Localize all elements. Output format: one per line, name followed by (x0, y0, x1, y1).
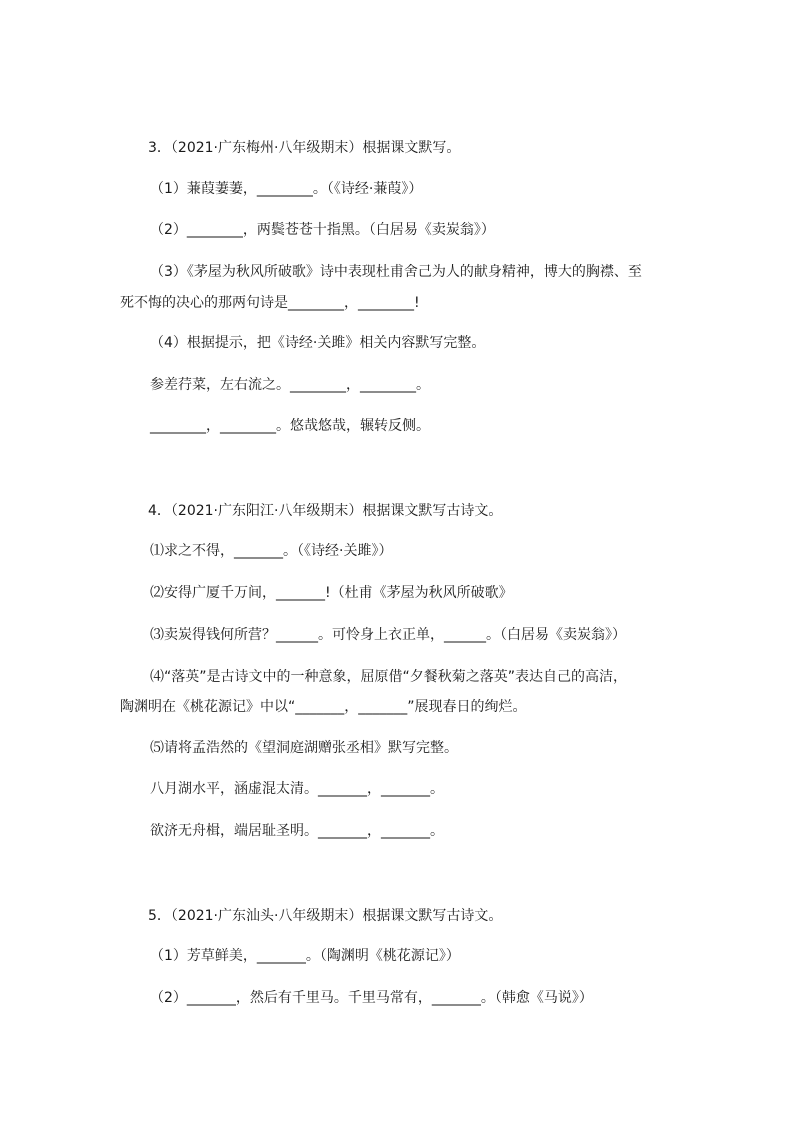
question-4-line-4: ⑷“落英”是古诗文中的一种意象，屈原借“夕餐秋菊之落英”表达自己的高洁， (150, 669, 628, 685)
question-4-heading: 4．（2021·广东阳江·八年级期末）根据课文默写古诗文。 (148, 503, 503, 519)
question-3-line-4: （4）根据提示，把《诗经·关雎》相关内容默写完整。 (150, 335, 486, 351)
question-4-line-2: ⑵安得广厦千万间，_______!（杜甫《茅屋为秋风所破歌》 (150, 585, 513, 601)
question-5-line-2: （2）_______，然后有千里马。千里马常有，_______。（韩愈《马说》） (150, 990, 593, 1006)
question-3-line-3: （3）《茅屋为秋风所破歌》诗中表现杜甫舍己为人的献身精神，博大的胸襟、至 (150, 264, 642, 280)
question-3-line-2: （2）________，两鬓苍苍十指黑。（白居易《卖炭翁》） (150, 222, 495, 238)
question-5-line-1: （1）芳草鲜美，_______。（陶渊明《桃花源记》） (150, 948, 460, 964)
question-3-line-1: （1）蒹葭萋萋，________。（《诗经·蒹葭》） (150, 181, 423, 197)
question-4-line-7: 欲济无舟楫，端居耻圣明。_______，_______。 (150, 823, 444, 839)
question-4-line-4-cont: 陶渊明在《桃花源记》中以“_______，_______”展现春日的绚烂。 (120, 699, 527, 715)
question-4-line-5: ⑸请将孟浩然的《望洞庭湖赠张丞相》默写完整。 (150, 740, 458, 756)
question-4-line-1: ⑴求之不得，_______。（《诗经·关雎》） (150, 543, 393, 559)
question-4-line-3: ⑶卖炭得钱何所营？______。可怜身上衣正单，______。（白居易《卖炭翁》） (150, 627, 626, 643)
question-3-line-5: 参差荇菜，左右流之。________，________。 (150, 377, 430, 393)
question-3-line-6: ________，________。悠哉悠哉，辗转反侧。 (150, 418, 430, 434)
question-3-heading: 3．（2021·广东梅州·八年级期末）根据课文默写。 (148, 140, 461, 156)
question-4-line-6: 八月湖水平，涵虚混太清。_______，_______。 (150, 781, 444, 797)
question-5-heading: 5．（2021·广东汕头·八年级期末）根据课文默写古诗文。 (148, 908, 503, 924)
question-3-line-3-cont: 死不悔的决心的那两句诗是________，________! (120, 295, 420, 311)
